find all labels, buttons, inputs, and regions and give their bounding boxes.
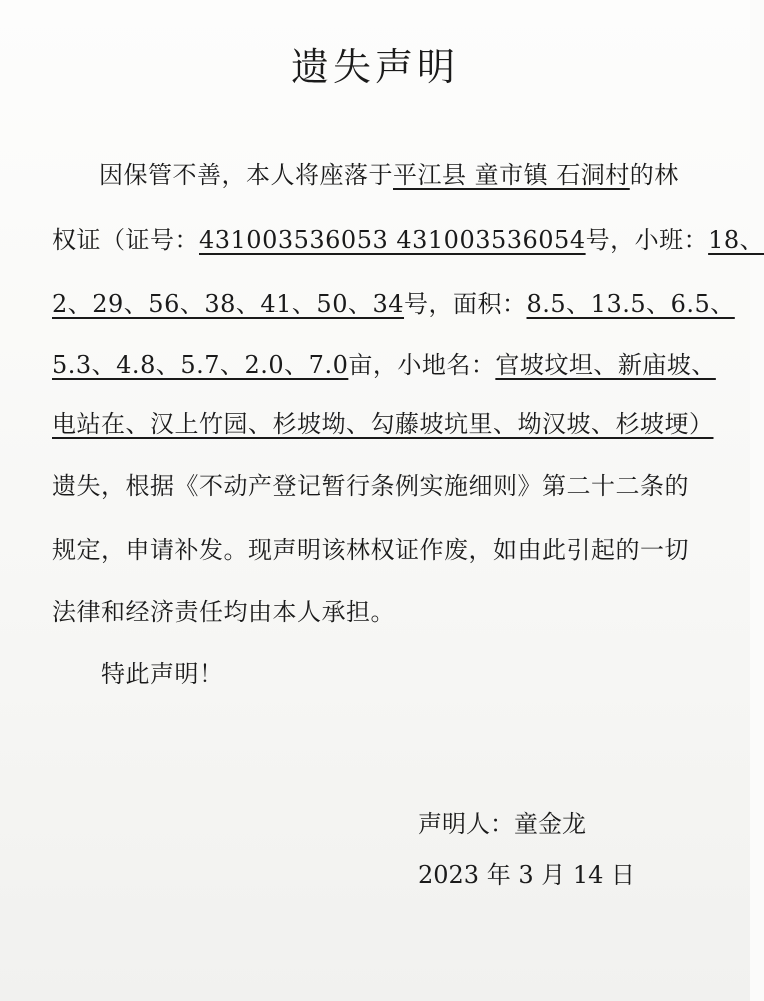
paragraph-line-8: 法律和经济责任均由本人承担。 xyxy=(52,598,395,626)
text-span: 的林 xyxy=(629,161,679,189)
paragraph-line-4 xyxy=(52,347,716,383)
paragraph-line-1 xyxy=(99,157,759,193)
subcompartment-underlined: 18、 xyxy=(708,226,764,254)
place-names-underlined-cont: 电站在、汉上竹园、杉坡坳、勾藤坡坑里、坳汉坡、杉坡埂） xyxy=(52,410,714,438)
text-span: 权证（证号： xyxy=(52,226,199,254)
certificate-numbers-underlined: 431003536053 431003536054 xyxy=(199,226,586,254)
place-names-underlined: 官坡坟坦、新庙坡、 xyxy=(495,351,716,379)
text-span: 号，面积： xyxy=(404,290,527,318)
paragraph-line-6: 遗失，根据《不动产登记暂行条例实施细则》第二十二条的 xyxy=(52,472,689,500)
closing-line: 特此声明！ xyxy=(101,660,224,688)
declarant-name: 声明人：童金龙 xyxy=(418,810,586,838)
paragraph-line-2 xyxy=(52,222,764,258)
text-span: 亩，小地名： xyxy=(348,351,496,379)
area-underlined: 8.5、13.5、6.5、 xyxy=(526,290,735,318)
text-span: 因保管不善，本人将座落于 xyxy=(99,161,393,189)
paragraph-line-3 xyxy=(52,286,735,322)
page-title: 遗失声明 xyxy=(290,45,459,89)
paragraph-line-5 xyxy=(52,406,712,442)
paragraph-line-7: 规定，申请补发。现声明该林权证作废，如由此引起的一切 xyxy=(52,536,689,564)
area-underlined-cont: 5.3、4.8、5.7、2.0、7.0 xyxy=(52,351,349,379)
declaration-date: 2023 年 3 月 14 日 xyxy=(418,861,636,889)
text-span: 号，小班： xyxy=(585,226,709,254)
subcompartment-underlined-cont: 2、29、56、38、41、50、34 xyxy=(52,290,405,318)
location-underlined: 平江县 童市镇 石洞村 xyxy=(393,161,630,189)
